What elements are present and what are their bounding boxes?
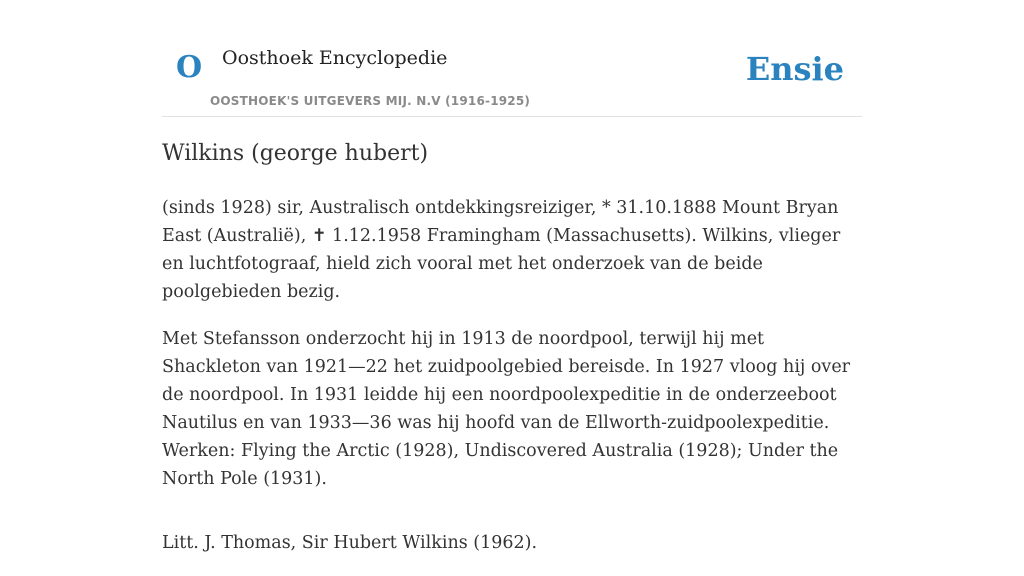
ensie-brand-link[interactable]: Ensie — [745, 50, 844, 88]
header — [162, 0, 862, 117]
entry-paragraph-1: (sinds 1928) sir, Australisch ontdekkingsreiziger, * 31.10.1888 Mount Bryan East (Australië), ✝ 1.12.1958 Framingham (Massachusetts). Wilkins, vlieger en luchtfotograaf, hield zich vooral met het onderzoek van de beide poolgebieden bezig. — [162, 198, 841, 302]
entry-title: Wilkins (george hubert) — [162, 141, 429, 166]
entry-literature: Litt. J. Thomas, Sir Hubert Wilkins (1962). — [162, 533, 538, 553]
site-logo[interactable]: O — [176, 50, 203, 85]
site-subtitle: OOSTHOEK'S UITGEVERS MIJ. N.V (1916-1925) — [210, 94, 531, 108]
entry-paragraph-2: Met Stefansson onderzocht hij in 1913 de noordpool, terwijl hij met Shackleton van 1921—22 het zuidpoolgebied bereisde. In 1927 vloog hij over de noordpool. In 1931 leidde hij een noordpoolexpeditie in de onderzeeboot Nautilus en van 1933—36 was hij hoofd van de Ellworth-zuidpoolexpeditie. Werken: Flying the Arctic (1928), Undiscovered Australia (1928); Under the North Pole (1931). — [162, 329, 851, 489]
article — [162, 138, 862, 576]
site-title[interactable]: Oosthoek Encyclopedie — [222, 47, 448, 69]
